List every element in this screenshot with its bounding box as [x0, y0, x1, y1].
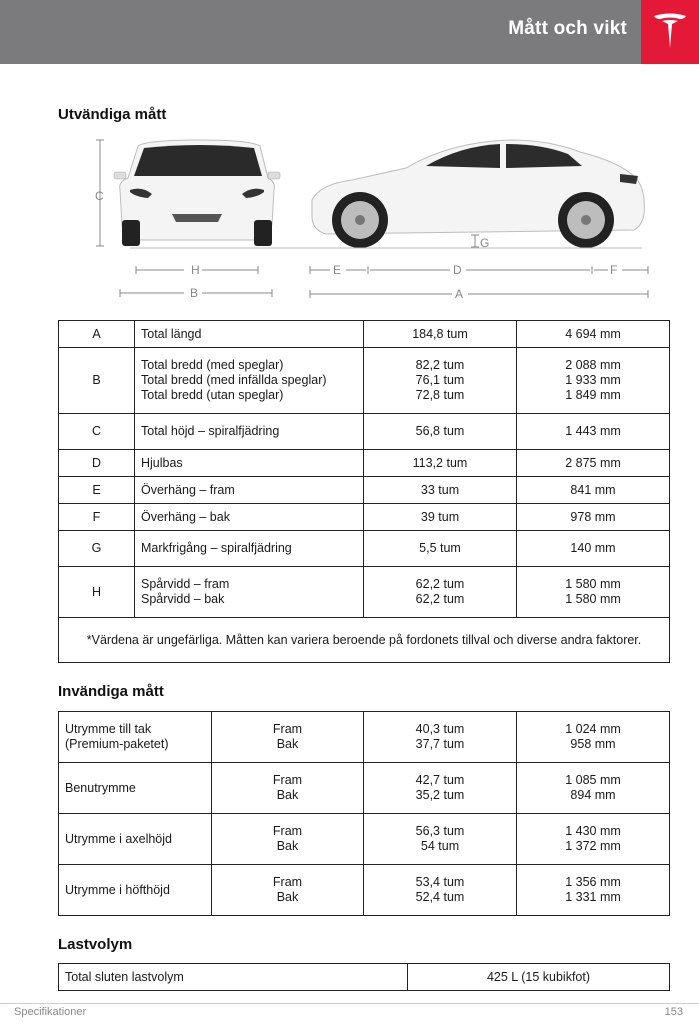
footer-section-name: Specifikationer: [14, 1006, 87, 1018]
row-key: B: [59, 348, 135, 414]
row-label: Utrymme till tak (Premium-paketet): [59, 712, 212, 763]
row-label: Utrymme i höfthöjd: [59, 865, 212, 916]
row-mm: 1 024 mm 958 mm: [517, 712, 670, 763]
row-key: H: [59, 567, 135, 618]
row-mm: 2 875 mm: [517, 450, 670, 477]
row-label: Spårvidd – fram Spårvidd – bak: [135, 567, 364, 618]
page-header: [0, 0, 699, 64]
label-d: D: [453, 263, 462, 277]
label-c: C: [95, 189, 104, 203]
dimension-a: [310, 290, 648, 298]
car-front-view: [114, 140, 280, 246]
exterior-section-title: Utvändiga mått: [58, 106, 167, 123]
row-inches: 53,4 tum 52,4 tum: [364, 865, 517, 916]
table-row: [59, 531, 670, 567]
table-row: [59, 348, 670, 414]
row-position: Fram Bak: [212, 814, 364, 865]
row-inches: 5,5 tum: [364, 531, 517, 567]
table-footnote: *Värdena är ungefärliga. Måtten kan variera beroende på fordonets tillval och diverse andra faktorer.: [59, 618, 670, 663]
table-row: [59, 477, 670, 504]
row-inches: 56,3 tum 54 tum: [364, 814, 517, 865]
label-a: A: [455, 287, 464, 301]
cargo-label: Total sluten lastvolym: [59, 964, 408, 991]
row-mm: 1 356 mm 1 331 mm: [517, 865, 670, 916]
interior-section-title: Invändiga mått: [58, 683, 164, 700]
table-note-row: [59, 618, 670, 663]
page-number: 153: [664, 1006, 683, 1018]
row-key: A: [59, 321, 135, 348]
row-mm: 1 085 mm 894 mm: [517, 763, 670, 814]
row-key: E: [59, 477, 135, 504]
row-mm: 1 430 mm 1 372 mm: [517, 814, 670, 865]
row-label: Överhäng – fram: [135, 477, 364, 504]
row-inches: 42,7 tum 35,2 tum: [364, 763, 517, 814]
row-inches: 82,2 tum 76,1 tum 72,8 tum: [364, 348, 517, 414]
row-inches: 184,8 tum: [364, 321, 517, 348]
row-key: D: [59, 450, 135, 477]
row-position: Fram Bak: [212, 763, 364, 814]
page-title: Mått och vikt: [508, 18, 627, 39]
dimension-g: [471, 235, 479, 247]
row-key: G: [59, 531, 135, 567]
vehicle-dimension-diagram: [90, 134, 660, 306]
row-key: C: [59, 414, 135, 450]
footer-divider: [0, 1003, 699, 1004]
row-mm: 1 580 mm 1 580 mm: [517, 567, 670, 618]
row-mm: 1 443 mm: [517, 414, 670, 450]
exterior-dimensions-table: [58, 320, 670, 663]
row-position: Fram Bak: [212, 712, 364, 763]
dimension-e-d-f: [310, 266, 648, 274]
interior-dimensions-table: [58, 711, 670, 916]
row-inches: 56,8 tum: [364, 414, 517, 450]
label-b: B: [190, 286, 199, 300]
row-key: F: [59, 504, 135, 531]
cargo-section-title: Lastvolym: [58, 936, 133, 953]
table-row: [59, 814, 670, 865]
label-f: F: [610, 263, 618, 277]
row-inches: 40,3 tum 37,7 tum: [364, 712, 517, 763]
row-mm: 4 694 mm: [517, 321, 670, 348]
row-label: Utrymme i axelhöjd: [59, 814, 212, 865]
row-inches: 62,2 tum 62,2 tum: [364, 567, 517, 618]
row-label: Överhäng – bak: [135, 504, 364, 531]
label-e: E: [333, 263, 342, 277]
row-mm: 978 mm: [517, 504, 670, 531]
row-inches: 113,2 tum: [364, 450, 517, 477]
tesla-logo-icon: [653, 13, 687, 49]
row-label: Total längd: [135, 321, 364, 348]
brand-logo: [641, 0, 699, 64]
cargo-value: 425 L (15 kubikfot): [408, 964, 670, 991]
row-label: Total bredd (med speglar) Total bredd (med infällda speglar) Total bredd (utan speglar): [135, 348, 364, 414]
row-inches: 39 tum: [364, 504, 517, 531]
table-row: [59, 321, 670, 348]
row-mm: 140 mm: [517, 531, 670, 567]
table-row: [59, 865, 670, 916]
row-label: Markfrigång – spiralfjädring: [135, 531, 364, 567]
label-h: H: [191, 263, 200, 277]
table-row: [59, 504, 670, 531]
table-row: [59, 964, 670, 991]
label-g: G: [480, 236, 490, 250]
table-row: [59, 712, 670, 763]
row-inches: 33 tum: [364, 477, 517, 504]
table-row: [59, 414, 670, 450]
car-side-view: [312, 140, 644, 248]
cargo-table: [58, 963, 670, 991]
row-label: Total höjd – spiralfjädring: [135, 414, 364, 450]
row-mm: 841 mm: [517, 477, 670, 504]
row-label: Hjulbas: [135, 450, 364, 477]
table-row: [59, 763, 670, 814]
table-row: [59, 567, 670, 618]
row-position: Fram Bak: [212, 865, 364, 916]
row-label: Benutrymme: [59, 763, 212, 814]
table-row: [59, 450, 670, 477]
row-mm: 2 088 mm 1 933 mm 1 849 mm: [517, 348, 670, 414]
